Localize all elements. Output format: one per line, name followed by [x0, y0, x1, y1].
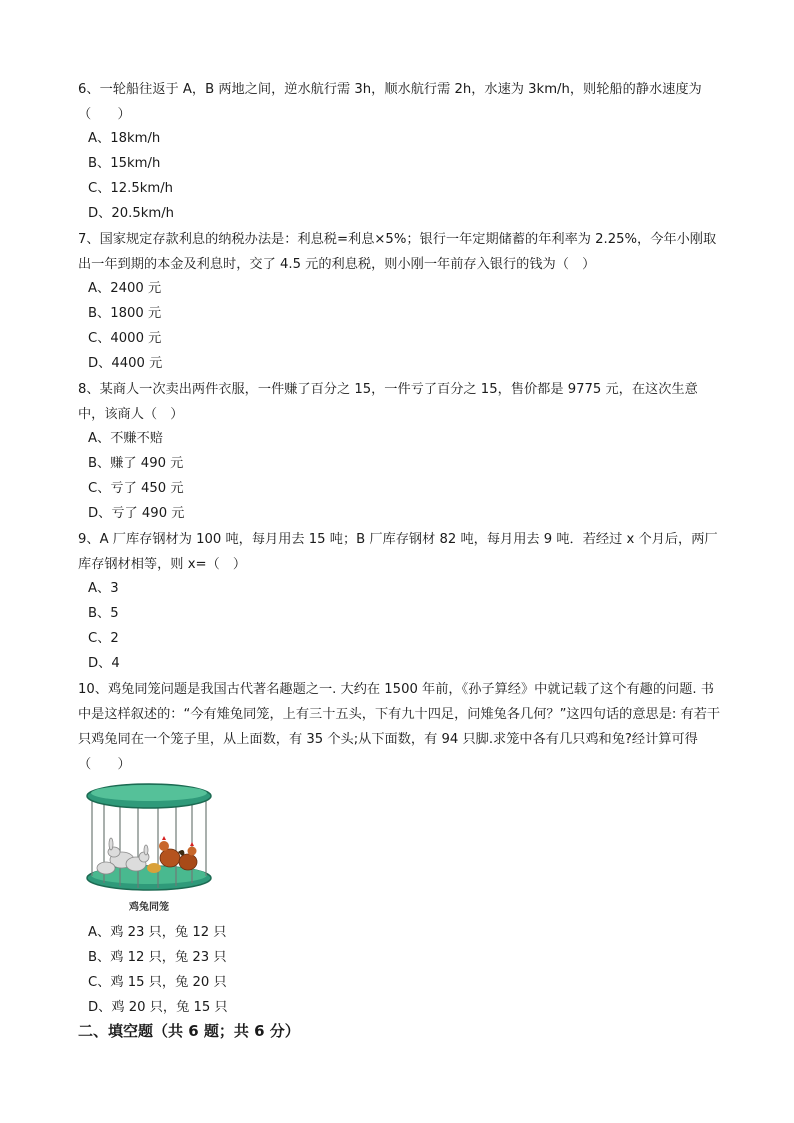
figure-caption: 鸡兔同笼: [129, 902, 169, 913]
question-6-option-c: C、12.5km/h: [88, 181, 174, 196]
question-8-option-d: D、亏了 490 元: [88, 506, 185, 521]
question-7-option-d: D、4400 元: [88, 356, 163, 371]
question-7-option-b: B、1800 元: [88, 306, 162, 321]
question-6-option-d: D、20.5km/h: [88, 206, 174, 221]
question-8-option-c: C、亏了 450 元: [88, 481, 184, 496]
question-7-option-a: A、2400 元: [88, 281, 162, 296]
question-9-option-d: D、4: [88, 656, 120, 671]
question-10-option-b: B、鸡 12 只，兔 23 只: [88, 950, 227, 965]
question-6-option-a: A、18km/h: [88, 131, 161, 146]
question-10-option-c: C、鸡 15 只，兔 20 只: [88, 975, 227, 990]
question-9-option-b: B、5: [88, 606, 119, 621]
question-8-option-b: B、赚了 490 元: [88, 456, 184, 471]
question-10-stem: 10、鸡兔同笼问题是我国古代著名趣题之一. 大约在 1500 年前，《孙子算经》中就记载了这个有趣的问题. 书中是这样叙述的：“今有雉兔同笼，上有三十五头，下有九十四足，问雉兔各几何？”这四句话的意思是: 有若干只鸡兔同在一个笼子里，从上面数，有 35 个头;从下面数，有 94 只脚.求笼中各有几只鸡和兔?经计算可得（ ）: [78, 682, 721, 772]
question-9-option-c: C、2: [88, 631, 119, 646]
question-6-option-b: B、15km/h: [88, 156, 161, 171]
question-6-stem: 6、一轮船往返于 A，B 两地之间，逆水航行需 3h，顺水航行需 2h，水速为 3km/h，则轮船的静水速度为（ ）: [78, 82, 702, 122]
question-8-stem: 8、某商人一次卖出两件衣服，一件赚了百分之 15，一件亏了百分之 15，售价都是 9775 元，在这次生意中，该商人（ ）: [78, 382, 698, 422]
question-10-option-a: A、鸡 23 只，兔 12 只: [88, 925, 227, 940]
question-10-option-d: D、鸡 20 只，兔 15 只: [88, 1000, 228, 1015]
section-heading-fill-in-blank: 二、填空题（共 6 题；共 6 分）: [78, 1022, 300, 1040]
chicken-rabbit-cage-icon: [84, 780, 214, 895]
question-7-stem: 7、国家规定存款利息的纳税办法是：利息税=利息×5%；银行一年定期储蓄的年利率为 2.25%，今年小刚取出一年到期的本金及利息时，交了 4.5 元的利息税，则小刚一年前存入银行的钱为（ ）: [78, 232, 717, 272]
question-9-option-a: A、3: [88, 581, 119, 596]
question-8-option-a: A、不赚不赔: [88, 431, 163, 446]
question-9-stem: 9、A 厂库存钢材为 100 吨，每月用去 15 吨；B 厂库存钢材 82 吨，每月用去 9 吨．若经过 x 个月后，两厂库存钢材相等，则 x=（ ）: [78, 532, 718, 572]
question-7-option-c: C、4000 元: [88, 331, 162, 346]
chicken-rabbit-cage-figure: [84, 780, 214, 915]
